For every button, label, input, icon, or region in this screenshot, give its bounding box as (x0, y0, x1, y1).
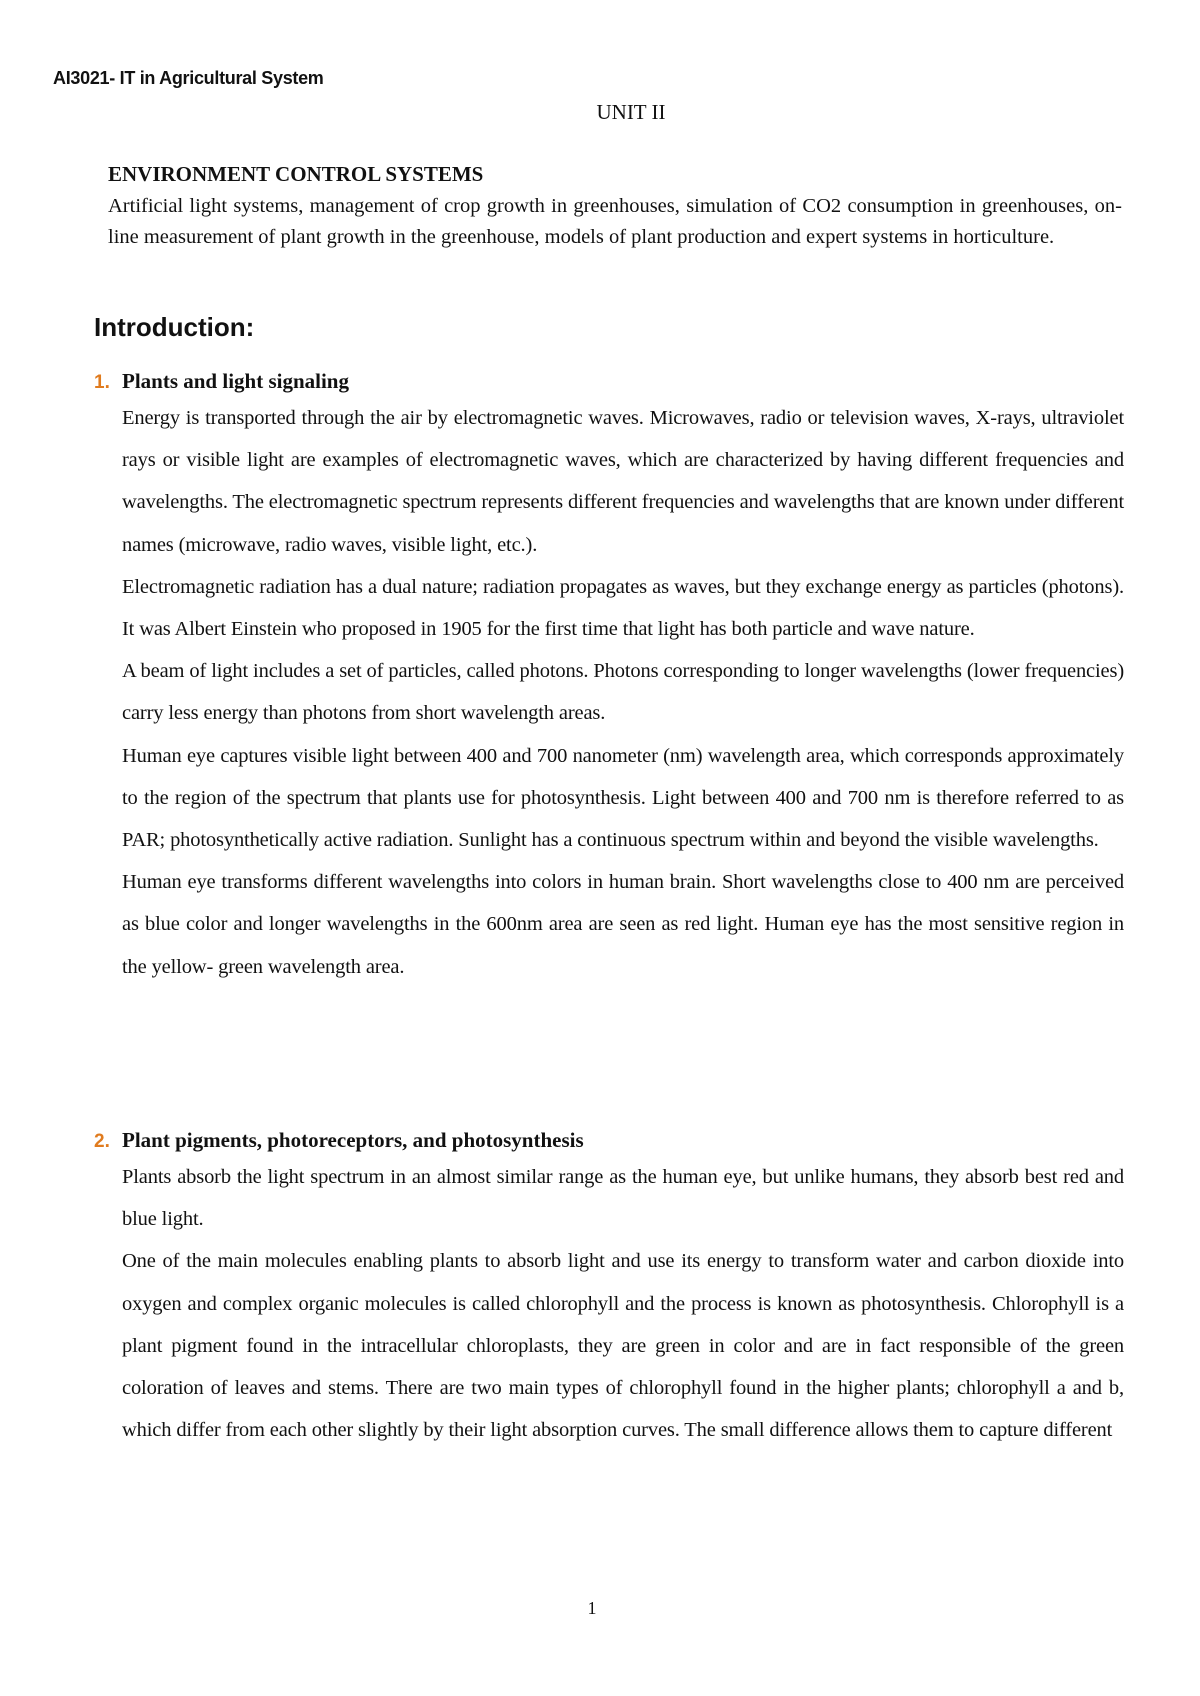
topic-title: Plants and light signaling (122, 369, 349, 393)
paragraph: Energy is transported through the air by electromagnetic waves. Microwaves, radio or television waves, X-rays, ultraviolet rays or visible light are examples of electromagnetic waves, which are characterized by having different frequencies and wavelengths. The electromagnetic spectrum represents different frequencies and wavelengths that are known under different names (microwave, radio waves, visible light, etc.). (122, 407, 1124, 556)
paragraph: A beam of light includes a set of particles, called photons. Photons corresponding to longer wavelengths (lower frequencies) carry less energy than photons from short wavelength areas. (122, 660, 1124, 725)
section-heading: ENVIRONMENT CONTROL SYSTEMS (108, 162, 484, 186)
topic-plant-pigments (94, 1124, 1124, 1451)
topic-number: 1. (94, 372, 110, 393)
paragraph: Electromagnetic radiation has a dual nature; radiation propagates as waves, but they exchange energy as particles (photons). It was Albert Einstein who proposed in 1905 for the first time that light has both particle and wave nature. (122, 575, 1124, 641)
paragraph: Plants absorb the light spectrum in an almost similar range as the human eye, but unlike humans, they absorb best red and blue light. (122, 1166, 1124, 1231)
topic-number: 2. (94, 1131, 110, 1152)
page-number: 1 (587, 1598, 597, 1618)
topic-heading (94, 365, 1124, 397)
topic-title: Plant pigments, photoreceptors, and photosynthesis (122, 1128, 584, 1152)
topic-plants-light-signaling (94, 365, 1124, 988)
paragraph: Human eye transforms different wavelengths into colors in human brain. Short wavelengths close to 400 nm are perceived as blue color and longer wavelengths in the 600nm area are seen as red light. Human eye has the most sensitive region in the yellow- green wavelength area. (122, 871, 1124, 978)
topic-heading (94, 1124, 1124, 1156)
paragraph: One of the main molecules enabling plants to absorb light and use its energy to transform water and carbon dioxide into oxygen and complex organic molecules is called chlorophyll and the process is known as photosynthesis. Chlorophyll is a plant pigment found in the intracellular chloroplasts, they are green in color and are in fact responsible of the green coloration of leaves and stems. There are two main types of chlorophyll found in the higher plants; chlorophyll a and b, which differ from each other slightly by their light absorption curves. The small difference allows them to capture different (122, 1250, 1124, 1442)
course-header: AI3021- IT in Agricultural System (53, 68, 324, 88)
unit-title: UNIT II (596, 100, 666, 124)
introduction-heading: Introduction: (94, 312, 255, 342)
paragraph: Human eye captures visible light between 400 and 700 nanometer (nm) wavelength area, which corresponds approximately to the region of the spectrum that plants use for photosynthesis. Light between 400 and 700 nm is therefore referred to as PAR; photosynthetically active radiation. Sunlight has a continuous spectrum within and beyond the visible wavelengths. (122, 744, 1124, 852)
syllabus-text: Artificial light systems, management of crop growth in greenhouses, simulation of CO2 consumption in greenhouses, on-line measurement of plant growth in the greenhouse, models of plant production and expert systems in horticulture. (108, 195, 1122, 248)
